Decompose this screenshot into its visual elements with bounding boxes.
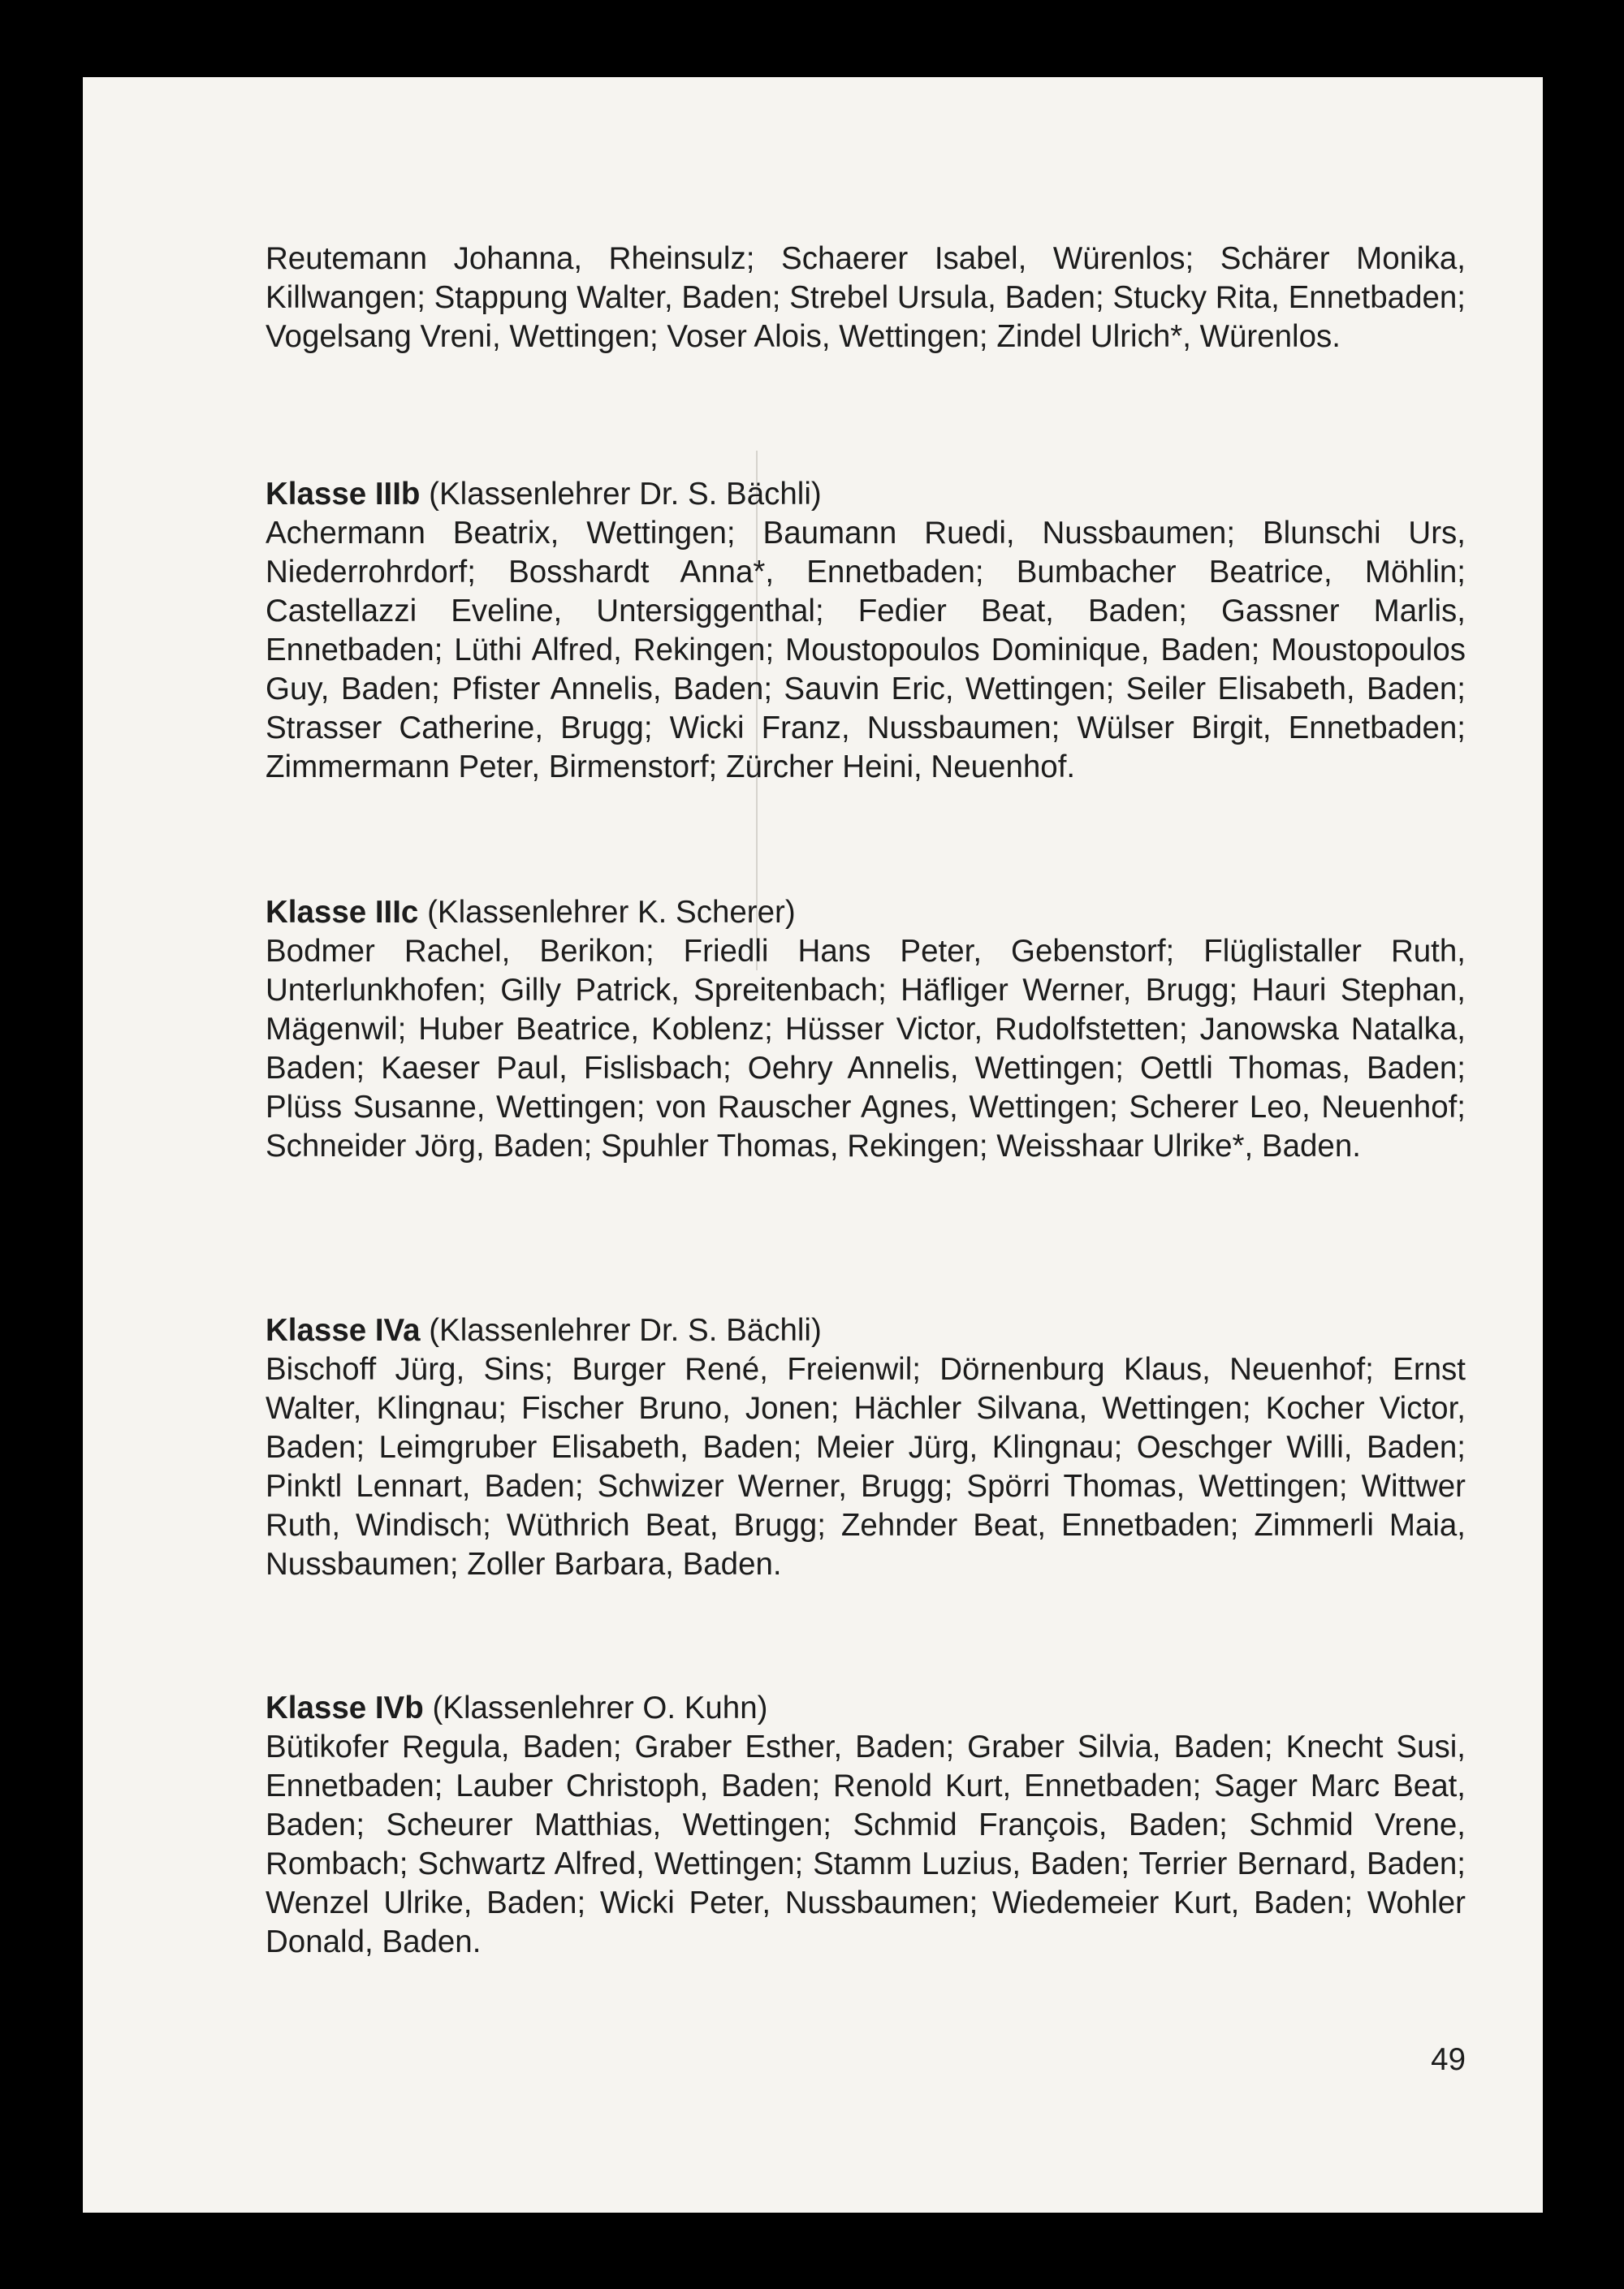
page-number: 49 bbox=[1431, 2042, 1466, 2077]
class-name: Klasse IIIb bbox=[266, 477, 421, 512]
class-heading bbox=[266, 475, 1466, 514]
class-heading bbox=[266, 1689, 1466, 1728]
class-name: Klasse IVa bbox=[266, 1313, 421, 1348]
student-list: Bütikofer Regula, Baden; Graber Esther, Baden; Graber Silvia, Baden; Knecht Susi, Ennetbaden; Lauber Christoph, Baden; Renold Kurt, Ennetbaden; Sager Marc Beat, Baden; Scheurer Matthias, Wettingen; Schmid François, Baden; Schmid Vrene, Rombach; Schwartz Alfred, Wettingen; Stamm Luzius, Baden; Terrier Bernard, Baden; Wenzel Ulrike, Baden; Wicki Peter, Nussbaumen; Wiedemeier Kurt, Baden; Wohler Donald, Baden. bbox=[266, 1730, 1466, 1959]
class-name: Klasse IIIc bbox=[266, 895, 419, 930]
class-section-iiib bbox=[266, 475, 1466, 787]
class-section-iva bbox=[266, 1311, 1466, 1584]
class-heading bbox=[266, 893, 1466, 932]
class-section-iiic bbox=[266, 893, 1466, 1166]
continuation-section bbox=[266, 240, 1466, 356]
class-teacher: (Klassenlehrer O. Kuhn) bbox=[432, 1691, 768, 1725]
class-teacher: (Klassenlehrer K. Scherer) bbox=[427, 895, 796, 930]
class-teacher: (Klassenlehrer Dr. S. Bächli) bbox=[429, 477, 822, 512]
class-teacher: (Klassenlehrer Dr. S. Bächli) bbox=[429, 1313, 822, 1348]
student-list: Bodmer Rachel, Berikon; Friedli Hans Peter, Gebenstorf; Flüglistaller Ruth, Unterlunkhofen; Gilly Patrick, Spreitenbach; Häfliger Werner, Brugg; Hauri Stephan, Mägenwil; Huber Beatrice, Koblenz; Hüsser Victor, Rudolfstetten; Janowska Natalka, Baden; Kaeser Paul, Fislisbach; Oehry Annelis, Wettingen; Oettli Thomas, Baden; Plüss Susanne, Wettingen; von Rauscher Agnes, Wettingen; Scherer Leo, Neuenhof; Schneider Jörg, Baden; Spuhler Thomas, Rekingen; Weisshaar Ulrike*, Baden. bbox=[266, 934, 1466, 1164]
student-list: Bischoff Jürg, Sins; Burger René, Freienwil; Dörnenburg Klaus, Neuenhof; Ernst Walter, Klingnau; Fischer Bruno, Jonen; Hächler Silvana, Wettingen; Kocher Victor, Baden; Leimgruber Elisabeth, Baden; Meier Jürg, Klingnau; Oeschger Willi, Baden; Pinktl Lennart, Baden; Schwizer Werner, Brugg; Spörri Thomas, Wettingen; Wittwer Ruth, Windisch; Wüthrich Beat, Brugg; Zehnder Beat, Ennetbaden; Zimmerli Maia, Nussbaumen; Zoller Barbara, Baden. bbox=[266, 1352, 1466, 1582]
continuation-text: Reutemann Johanna, Rheinsulz; Schaerer Isabel, Würenlos; Schärer Monika, Killwangen; Stappung Walter, Baden; Strebel Ursula, Baden; Stucky Rita, Ennetbaden; Vogelsang Vreni, Wettingen; Voser Alois, Wettingen; Zindel Ulrich*, Würenlos. bbox=[266, 241, 1466, 354]
class-name: Klasse IVb bbox=[266, 1691, 424, 1725]
student-list: Achermann Beatrix, Wettingen; Baumann Ruedi, Nussbaumen; Blunschi Urs, Niederrohrdorf; Bosshardt Anna*, Ennetbaden; Bumbacher Beatrice, Möhlin; Castellazzi Eveline, Untersiggenthal; Fedier Beat, Baden; Gassner Marlis, Ennetbaden; Lüthi Alfred, Rekingen; Moustopoulos Dominique, Baden; Moustopoulos Guy, Baden; Pfister Annelis, Baden; Sauvin Eric, Wettingen; Seiler Elisabeth, Baden; Strasser Catherine, Brugg; Wicki Franz, Nussbaumen; Wülser Birgit, Ennetbaden; Zimmermann Peter, Birmenstorf; Zürcher Heini, Neuenhof. bbox=[266, 516, 1466, 784]
document-page bbox=[83, 77, 1543, 2213]
class-heading bbox=[266, 1311, 1466, 1350]
class-section-ivb bbox=[266, 1689, 1466, 1962]
